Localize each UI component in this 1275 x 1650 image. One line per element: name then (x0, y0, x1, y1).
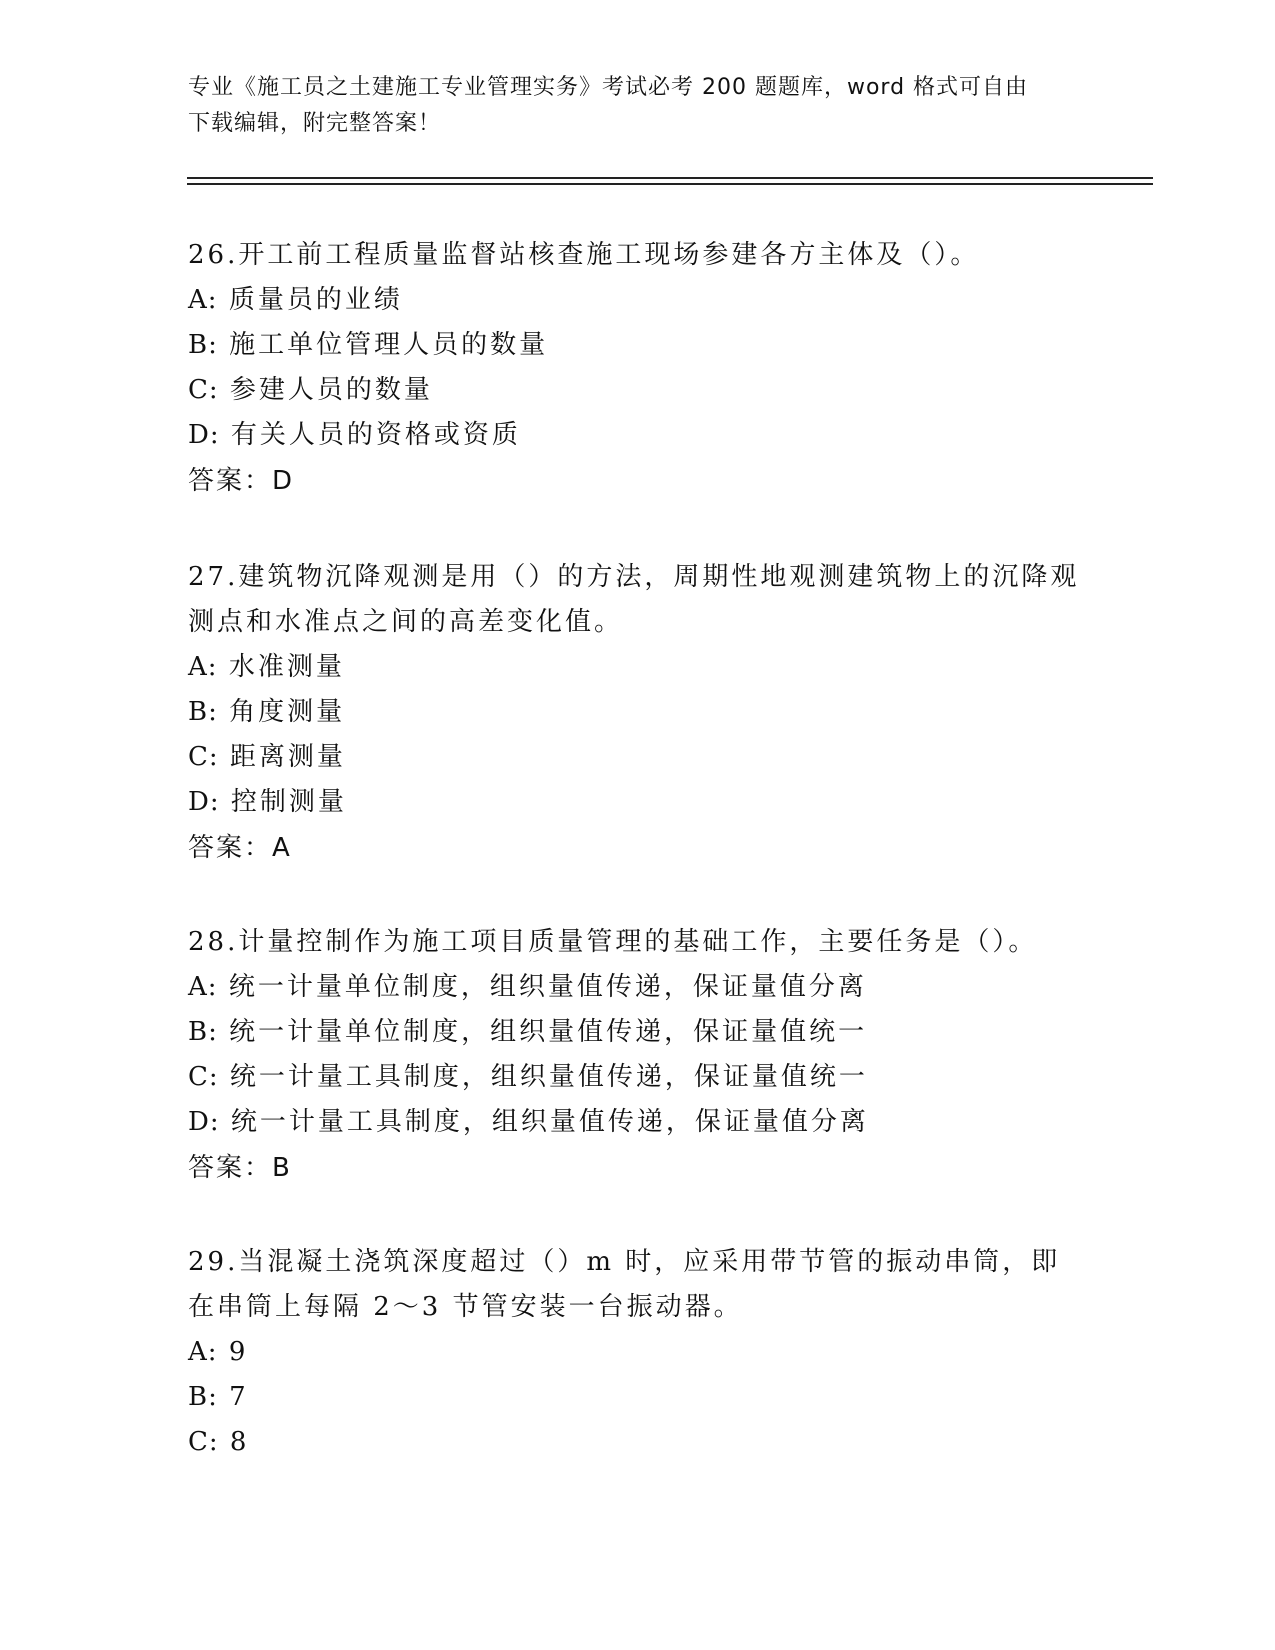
question-title: 27.建筑物沉降观测是用（）的方法，周期性地观测建筑物上的沉降观测点和水准点之间的高差变化值。 (188, 562, 1080, 637)
header-divider-bottom (187, 183, 1153, 185)
question-27 (188, 555, 1088, 871)
option-label: B: (188, 330, 218, 360)
option-label: B: (188, 697, 218, 727)
option-text: 参建人员的数量 (229, 375, 433, 405)
option-b (188, 1010, 1088, 1055)
option-a (188, 278, 1088, 323)
option-label: D: (188, 787, 220, 817)
answer: 答案：D (188, 466, 295, 496)
option-text: 7 (229, 1382, 249, 1412)
option-text: 质量员的业绩 (228, 285, 403, 315)
option-label: A: (188, 285, 218, 315)
header-line-1: 专业《施工员之土建施工专业管理实务》考试必考 200 题题库，word 格式可自由 (188, 75, 1029, 100)
option-text: 统一计量单位制度，组织量值传递，保证量值分离 (228, 972, 867, 1002)
document-header (188, 70, 1088, 142)
question-28 (188, 920, 1088, 1191)
answer: 答案：B (188, 1153, 292, 1183)
option-c (188, 1420, 1088, 1465)
option-d (188, 413, 1088, 458)
option-d (188, 1100, 1088, 1145)
option-label: C: (188, 1062, 219, 1092)
option-label: D: (188, 1107, 220, 1137)
option-text: 统一计量工具制度，组织量值传递，保证量值统一 (229, 1062, 868, 1092)
option-label: C: (188, 742, 219, 772)
option-text: 统一计量工具制度，组织量值传递，保证量值分离 (230, 1107, 869, 1137)
header-divider-top (187, 177, 1153, 179)
option-a (188, 645, 1088, 690)
option-a (188, 965, 1088, 1010)
option-c (188, 368, 1088, 413)
option-b (188, 323, 1088, 368)
option-text: 9 (228, 1337, 249, 1367)
option-label: C: (188, 375, 219, 405)
option-text: 角度测量 (229, 697, 346, 727)
option-text: 距离测量 (229, 742, 346, 772)
option-d (188, 780, 1088, 825)
option-text: 统一计量单位制度，组织量值传递，保证量值统一 (229, 1017, 868, 1047)
option-c (188, 735, 1088, 780)
question-26 (188, 233, 1088, 504)
option-label: A: (188, 972, 218, 1002)
option-b (188, 690, 1088, 735)
option-text: 8 (229, 1427, 250, 1457)
question-29 (188, 1240, 1088, 1465)
answer: 答案：A (188, 833, 292, 863)
option-c (188, 1055, 1088, 1100)
option-label: B: (188, 1382, 218, 1412)
option-label: C: (188, 1427, 219, 1457)
question-title: 28.计量控制作为施工项目质量管理的基础工作，主要任务是（）。 (188, 927, 1038, 957)
option-label: A: (188, 1337, 218, 1367)
header-line-2: 下载编辑，附完整答案！ (188, 111, 442, 136)
option-label: B: (188, 1017, 218, 1047)
option-text: 有关人员的资格或资质 (230, 420, 521, 450)
option-text: 水准测量 (228, 652, 345, 682)
option-text: 施工单位管理人员的数量 (229, 330, 549, 360)
option-b (188, 1375, 1088, 1420)
question-title: 29.当混凝土浇筑深度超过（）m 时，应采用带节管的振动串筒，即在串筒上每隔 2～3 节管安装一台振动器。 (188, 1247, 1061, 1322)
option-label: D: (188, 420, 220, 450)
option-a (188, 1330, 1088, 1375)
option-text: 控制测量 (230, 787, 347, 817)
option-label: A: (188, 652, 218, 682)
question-title: 26.开工前工程质量监督站核查施工现场参建各方主体及（）。 (188, 240, 980, 270)
